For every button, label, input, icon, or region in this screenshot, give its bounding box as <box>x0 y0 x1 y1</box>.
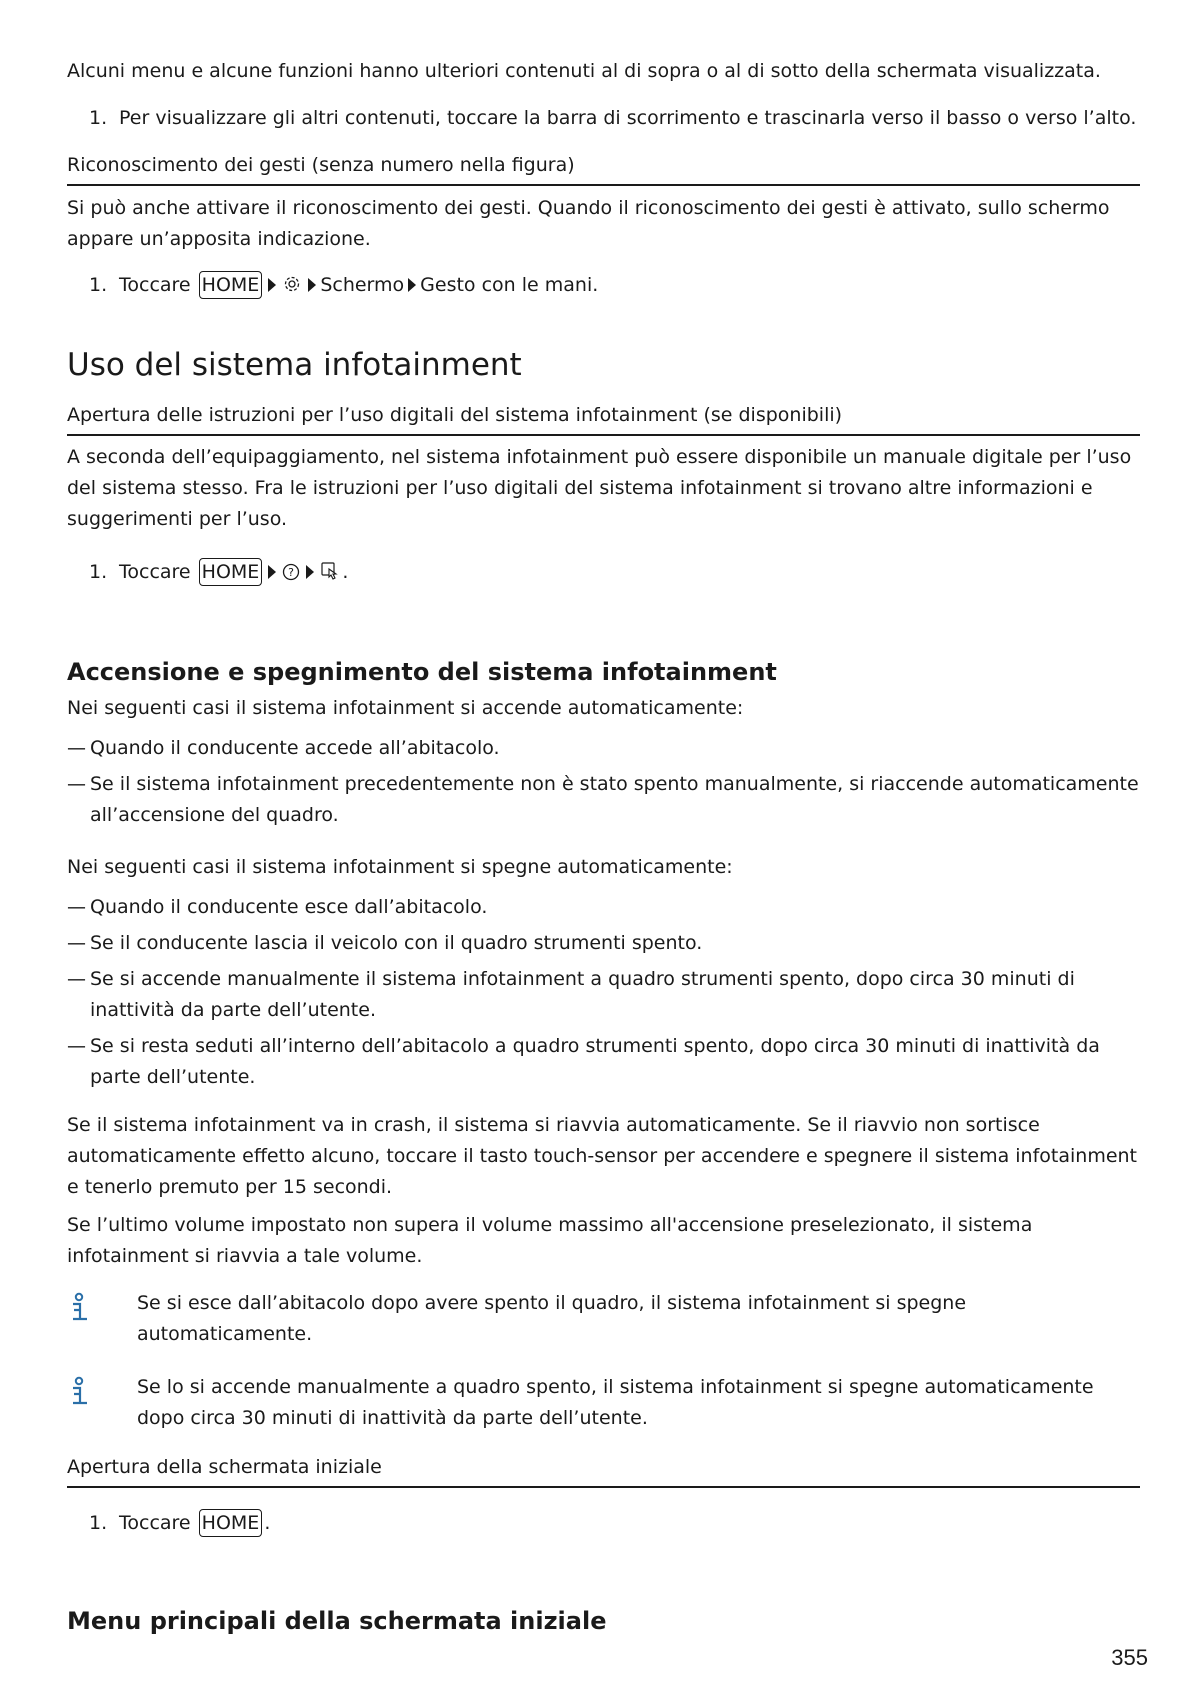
list-item: — Quando il conducente accede all’abitacolo. <box>67 737 500 759</box>
arrow-right-icon <box>306 565 314 579</box>
info-icon <box>67 1292 91 1324</box>
manual-body: A seconda dell’equipaggiamento, nel sistema infotainment può essere disponibile un manuale digitale per l’uso del sistema stesso. Fra le istruzioni per l’uso digitali del sistema infotainment si trovano altre informazioni e suggerimenti per l’uso. <box>67 446 1132 530</box>
crash-text: Se il sistema infotainment va in crash, il sistema si riavvia automaticamente. Se il riavvio non sortisce automaticamente effetto alcuno, toccare il tasto touch-sensor per accendere e spegnere il sistema infotainment e tenerlo premuto per 15 secondi. <box>67 1114 1138 1198</box>
subhead-gesture: Riconoscimento dei gesti (senza numero nella figura) <box>67 150 1140 186</box>
volume-text: Se l’ultimo volume impostato non supera il volume massimo all'accensione preselezionato, il sistema infotainment si riavvia a tale volume. <box>67 1214 1033 1267</box>
list-item: 1. Toccare HOME ? . <box>67 557 1162 588</box>
info-icon <box>67 1376 91 1408</box>
off-intro: Nei seguenti casi il sistema infotainment si spegne automaticamente: <box>67 856 733 878</box>
home-key: HOME <box>199 1509 263 1537</box>
arrow-right-icon <box>308 278 316 292</box>
home-key: HOME <box>199 271 263 299</box>
home-key: HOME <box>199 558 263 586</box>
list-item: 1. Per visualizzare gli altri contenuti, toccare la barra di scorrimento e trascinarla verso il basso o verso l’alto. <box>89 107 1137 129</box>
off-list <box>67 892 1140 1093</box>
on-intro: Nei seguenti casi il sistema infotainment si accende automaticamente: <box>67 697 744 719</box>
touch-manual-icon <box>320 561 340 581</box>
gear-icon <box>282 274 302 294</box>
section-heading-menu: Menu principali della schermata iniziale <box>67 1607 607 1635</box>
arrow-right-icon <box>268 565 276 579</box>
list-item: — Se si accende manualmente il sistema infotainment a quadro strumenti spento, dopo circa 30 minuti di inattività da parte dell’utente. <box>67 968 1075 1021</box>
help-icon <box>282 563 300 581</box>
gesture-body: Si può anche attivare il riconoscimento dei gesti. Quando il riconoscimento dei gesti è attivato, sullo schermo appare un’apposita indicazione. <box>67 197 1110 250</box>
info-note: Se lo si accende manualmente a quadro spento, il sistema infotainment si spegne automaticamente dopo circa 30 minuti di inattività da parte dell’utente. <box>67 1372 1140 1434</box>
list-item: 1. Toccare HOME Schermo Gesto con le mani. <box>67 270 1162 301</box>
arrow-right-icon <box>268 278 276 292</box>
subhead-manual: Apertura delle istruzioni per l’uso digitali del sistema infotainment (se disponibili) <box>67 400 1140 436</box>
list-item: — Se si resta seduti all’interno dell’abitacolo a quadro strumenti spento, dopo circa 30 minuti di inattività da parte dell’utente. <box>67 1035 1100 1088</box>
arrow-right-icon <box>408 278 416 292</box>
list-item: — Se il conducente lascia il veicolo con il quadro strumenti spento. <box>67 932 703 954</box>
subhead-home: Apertura della schermata iniziale <box>67 1452 1140 1488</box>
list-item: — Quando il conducente esce dall’abitacolo. <box>67 896 488 918</box>
intro-text: Alcuni menu e alcune funzioni hanno ulteriori contenuti al di sopra o al di sotto della schermata visualizzata. <box>67 60 1101 82</box>
section-heading-onoff: Accensione e spegnimento del sistema infotainment <box>67 658 777 686</box>
section-title: Uso del sistema infotainment <box>67 347 522 383</box>
info-note: Se si esce dall’abitacolo dopo avere spento il quadro, il sistema infotainment si spegne automaticamente. <box>67 1288 1140 1350</box>
svg-text:?: ? <box>288 566 295 579</box>
on-list <box>67 733 1140 831</box>
list-item: 1. Toccare HOME . <box>67 1508 1162 1539</box>
list-item: — Se il sistema infotainment precedentemente non è stato spento manualmente, si riaccende automaticamente all’accensione del quadro. <box>67 773 1139 826</box>
page-number: 355 <box>1111 1645 1148 1670</box>
